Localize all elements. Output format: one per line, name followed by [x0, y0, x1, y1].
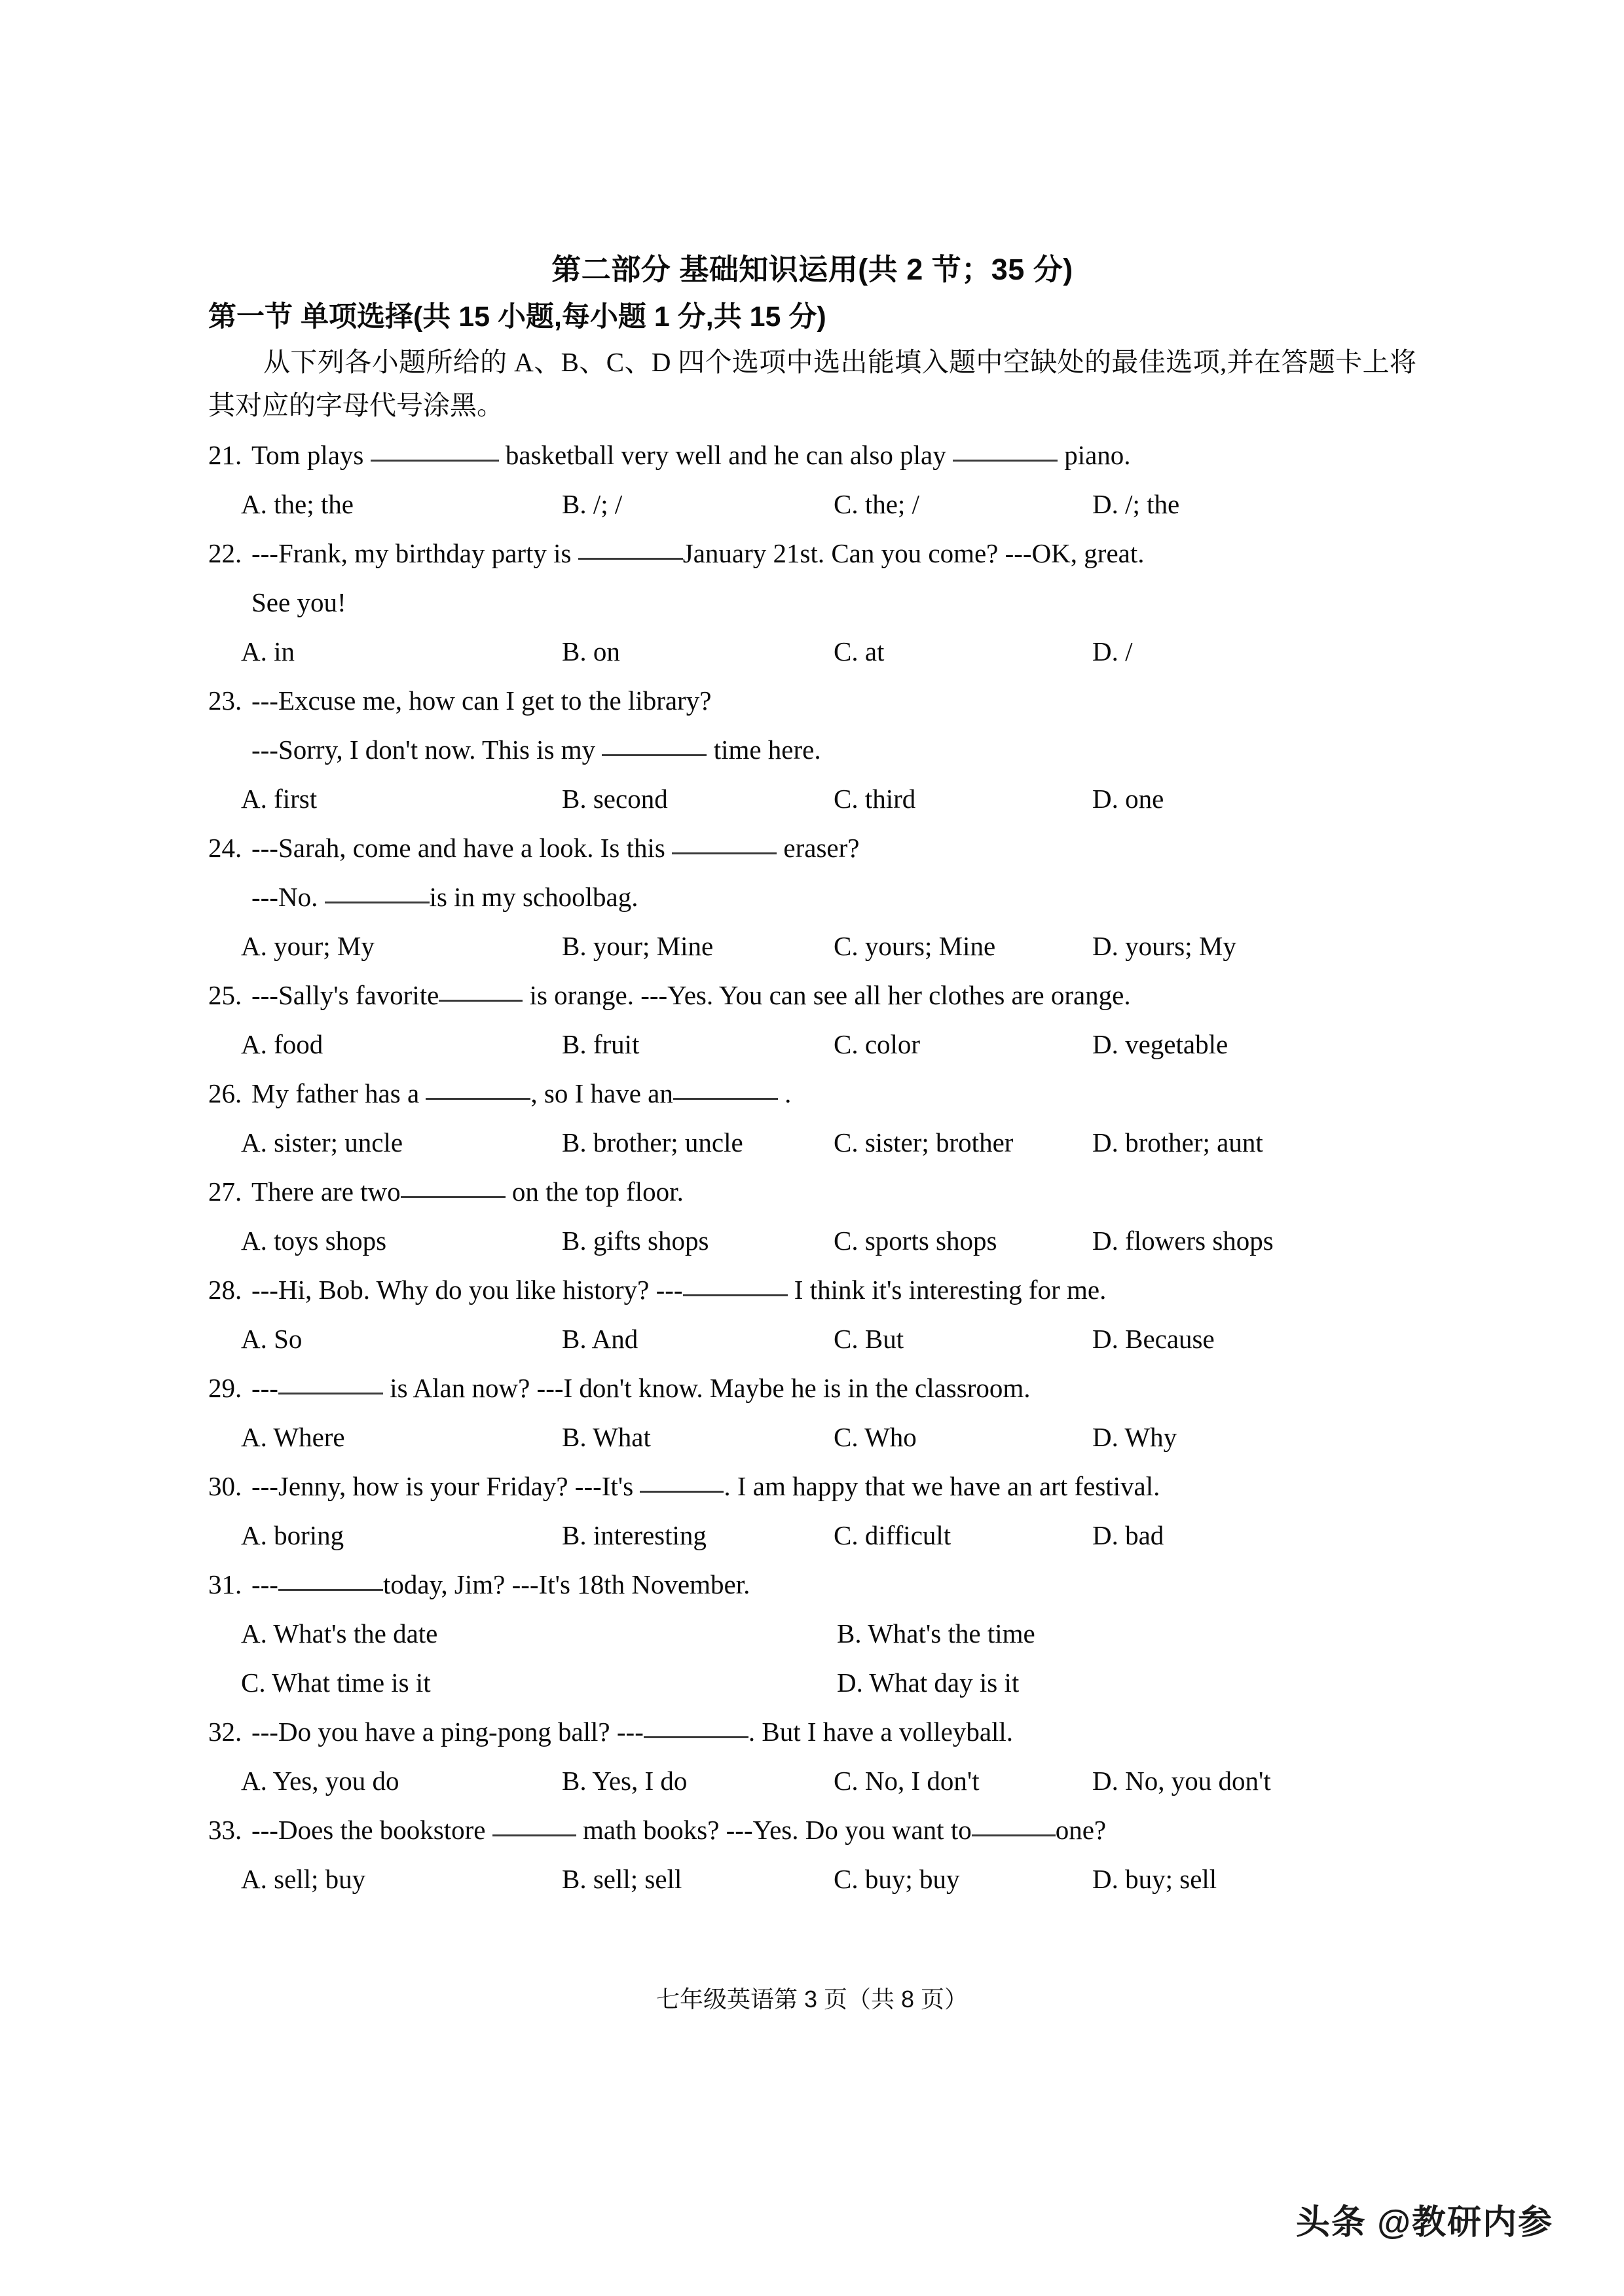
- stem-part-b: January 21st. Can you come? ---OK, great.: [682, 538, 1145, 568]
- question-24: [208, 824, 1416, 971]
- option-b[interactable]: B. brother; uncle: [562, 1127, 743, 1157]
- question-text: [251, 1806, 1416, 1855]
- question-number: 31.: [208, 1569, 242, 1599]
- stem-part-b: basketball very well and he can also play: [505, 440, 946, 470]
- option-b[interactable]: B. second: [562, 784, 668, 814]
- watermark: 头条 @教研内参: [1295, 2204, 1553, 2242]
- option-c[interactable]: C. difficult: [834, 1520, 951, 1550]
- question-22: [208, 529, 1416, 676]
- option-a[interactable]: A. So: [241, 1324, 303, 1354]
- answer-blank[interactable]: [602, 732, 707, 756]
- stem-part-a: There are two: [251, 1176, 401, 1207]
- stem-part-b: eraser?: [783, 833, 860, 863]
- option-c[interactable]: C. sister; brother: [834, 1127, 1014, 1157]
- option-a[interactable]: A. boring: [241, 1520, 344, 1550]
- option-b[interactable]: B. gifts shops: [562, 1226, 709, 1256]
- option-b[interactable]: B. And: [562, 1324, 638, 1354]
- answer-blank[interactable]: [371, 437, 499, 462]
- option-row: [208, 1020, 1416, 1069]
- question-text: [251, 529, 1416, 578]
- stem-part-a: ---Jenny, how is your Friday? ---It's: [251, 1471, 634, 1501]
- option-row: [208, 1413, 1416, 1462]
- option-b[interactable]: B. Yes, I do: [562, 1766, 688, 1796]
- option-d[interactable]: D. /; the: [1092, 489, 1180, 519]
- option-d[interactable]: D. What day is it: [837, 1667, 1020, 1698]
- question-text: [251, 824, 1416, 873]
- option-row: [208, 922, 1416, 971]
- option-row: [208, 1609, 1416, 1658]
- option-d[interactable]: D. yours; My: [1092, 931, 1236, 961]
- question-27: [208, 1167, 1416, 1266]
- stem-part-b: I think it's interesting for me.: [794, 1275, 1107, 1305]
- answer-blank[interactable]: [673, 1076, 778, 1100]
- stem-part-a: Tom plays: [251, 440, 364, 470]
- question-text: [251, 1462, 1416, 1511]
- option-c[interactable]: C. color: [834, 1029, 921, 1059]
- option-b[interactable]: B. on: [562, 636, 620, 666]
- question-25: [208, 971, 1416, 1069]
- option-b[interactable]: B. fruit: [562, 1029, 640, 1059]
- question-text: [251, 1266, 1416, 1315]
- question-text: [251, 971, 1416, 1020]
- option-a[interactable]: A. first: [241, 784, 318, 814]
- stem-part-b: math books? ---Yes. Do you want to: [583, 1815, 972, 1845]
- question-continuation: [208, 725, 1416, 774]
- answer-blank[interactable]: [492, 1812, 576, 1836]
- stem-part-a: ---No.: [251, 882, 318, 912]
- question-continuation: [208, 873, 1416, 922]
- option-a[interactable]: A. toys shops: [241, 1226, 387, 1256]
- option-d[interactable]: D. bad: [1092, 1520, 1164, 1550]
- question-stem: [208, 431, 1416, 480]
- question-28: [208, 1266, 1416, 1364]
- stem-part-a: ---Do you have a ping-pong ball? ---: [251, 1717, 644, 1747]
- stem-part-a: ---Hi, Bob. Why do you like history? ---: [251, 1275, 683, 1305]
- answer-blank[interactable]: [972, 1812, 1056, 1836]
- question-number: 24.: [208, 833, 242, 863]
- answer-blank[interactable]: [278, 1567, 383, 1591]
- option-a[interactable]: A. Where: [241, 1422, 345, 1452]
- question-number: 23.: [208, 685, 242, 716]
- option-a[interactable]: A. sell; buy: [241, 1864, 366, 1894]
- option-d[interactable]: D. Why: [1092, 1422, 1177, 1452]
- question-stem: [208, 676, 1416, 725]
- stem-part-b: is Alan now? ---I don't know. Maybe he is in the classroom.: [390, 1373, 1031, 1403]
- option-d[interactable]: D. /: [1092, 636, 1133, 666]
- option-c[interactable]: C. Who: [834, 1422, 917, 1452]
- question-stem: [208, 1069, 1416, 1118]
- option-b[interactable]: B. What's the time: [837, 1618, 1035, 1649]
- answer-blank[interactable]: [578, 536, 683, 560]
- question-text: [251, 1069, 1416, 1118]
- option-c[interactable]: C. the; /: [834, 489, 919, 519]
- question-33: [208, 1806, 1416, 1904]
- answer-blank[interactable]: [640, 1468, 724, 1493]
- directions-text: 从下列各小题所给的 A、B、C、D 四个选项中选出能填入题中空缺处的最佳选项,并在答题卡上将其对应的字母代号涂黑。: [208, 347, 1416, 420]
- question-number: 29.: [208, 1373, 242, 1403]
- page-footer: 七年级英语第 3 页（共 8 页）: [655, 1986, 969, 2013]
- option-b[interactable]: B. What: [562, 1422, 651, 1452]
- stem-part-b: today, Jim? ---It's 18th November.: [382, 1569, 750, 1599]
- question-32: [208, 1707, 1416, 1806]
- option-c[interactable]: C. third: [834, 784, 916, 814]
- question-31: [208, 1560, 1416, 1707]
- part-title: 第二部分 基础知识运用(共 2 节；35 分): [551, 253, 1073, 286]
- stem-part-a: ---: [251, 1373, 278, 1403]
- option-c[interactable]: C. No, I don't: [834, 1766, 980, 1796]
- question-number: 32.: [208, 1717, 242, 1747]
- question-text: [251, 431, 1416, 480]
- option-d[interactable]: D. Because: [1092, 1324, 1215, 1354]
- option-a[interactable]: A. in: [241, 636, 295, 666]
- question-text: [251, 1364, 1416, 1413]
- option-a[interactable]: A. Yes, you do: [241, 1766, 399, 1796]
- stem-part-b: . I am happy that we have an art festival.: [724, 1471, 1160, 1501]
- stem-part-b: time here.: [713, 735, 821, 765]
- question-stem: [208, 824, 1416, 873]
- stem-part-a: ---Sarah, come and have a look. Is this: [251, 833, 665, 863]
- option-row: [208, 1315, 1416, 1364]
- option-row: [208, 1118, 1416, 1167]
- question-text: [251, 1560, 1416, 1609]
- answer-blank[interactable]: [325, 879, 430, 903]
- option-b[interactable]: B. sell; sell: [562, 1864, 682, 1894]
- question-26: [208, 1069, 1416, 1167]
- option-d[interactable]: D. one: [1092, 784, 1164, 814]
- option-c[interactable]: C. But: [834, 1324, 904, 1354]
- stem-part-a: ---: [251, 1569, 278, 1599]
- question-stem: [208, 1707, 1416, 1757]
- stem-part-c: .: [784, 1078, 792, 1108]
- option-c[interactable]: C. What time is it: [241, 1667, 431, 1698]
- option-a[interactable]: A. your; My: [241, 931, 375, 961]
- question-stem: [208, 1560, 1416, 1609]
- option-d[interactable]: D. brother; aunt: [1092, 1127, 1263, 1157]
- option-c[interactable]: C. buy; buy: [834, 1864, 960, 1894]
- option-b[interactable]: B. your; Mine: [562, 931, 714, 961]
- answer-blank[interactable]: [278, 1370, 383, 1394]
- question-23: [208, 676, 1416, 824]
- stem-part-a: ---Frank, my birthday party is: [251, 538, 572, 568]
- question-stem: [208, 1364, 1416, 1413]
- question-number: 28.: [208, 1275, 242, 1305]
- question-stem: [208, 1167, 1416, 1216]
- question-21: [208, 431, 1416, 529]
- section-title: 第一节 单项选择(共 15 小题,每小题 1 分,共 15 分): [208, 301, 826, 333]
- option-d[interactable]: D. vegetable: [1092, 1029, 1228, 1059]
- option-row: [208, 1216, 1416, 1266]
- question-29: [208, 1364, 1416, 1462]
- option-c[interactable]: C. yours; Mine: [834, 931, 996, 961]
- option-row: [208, 774, 1416, 824]
- question-30: [208, 1462, 1416, 1560]
- question-text: [251, 1167, 1416, 1216]
- answer-blank[interactable]: [426, 1076, 530, 1100]
- page-content: [208, 249, 1416, 1904]
- option-row: [208, 1757, 1416, 1806]
- question-number: 27.: [208, 1176, 242, 1207]
- answer-blank[interactable]: [439, 977, 523, 1002]
- question-stem: [208, 1806, 1416, 1855]
- question-stem: [208, 529, 1416, 578]
- option-row: [208, 480, 1416, 529]
- option-d[interactable]: D. No, you don't: [1092, 1766, 1271, 1796]
- question-number: 30.: [208, 1471, 242, 1501]
- stem-part-b: is orange. ---Yes. You can see all her clothes are orange.: [529, 980, 1131, 1010]
- question-number: 22.: [208, 538, 242, 568]
- option-d[interactable]: D. flowers shops: [1092, 1226, 1274, 1256]
- stem-part-a: ---Sorry, I don't now. This is my: [251, 735, 596, 765]
- answer-blank[interactable]: [683, 1272, 788, 1296]
- stem-part-b: on the top floor.: [511, 1176, 684, 1207]
- question-continuation: See you!: [251, 587, 346, 617]
- stem-part-a: My father has a: [251, 1078, 420, 1108]
- option-d[interactable]: D. buy; sell: [1092, 1864, 1217, 1894]
- stem-part-a: ---Does the bookstore: [251, 1815, 486, 1845]
- question-stem: [208, 1462, 1416, 1511]
- option-b[interactable]: B. interesting: [562, 1520, 707, 1550]
- question-text: ---Excuse me, how can I get to the library?: [251, 685, 712, 716]
- stem-part-b: . But I have a volleyball.: [748, 1717, 1014, 1747]
- option-a[interactable]: A. What's the date: [241, 1618, 438, 1649]
- option-row: [208, 1658, 1416, 1707]
- option-c[interactable]: C. at: [834, 636, 885, 666]
- answer-blank[interactable]: [401, 1174, 506, 1198]
- stem-part-b: is in my schoolbag.: [429, 882, 638, 912]
- question-stem: [208, 1266, 1416, 1315]
- option-row: [208, 627, 1416, 676]
- question-number: 26.: [208, 1078, 242, 1108]
- stem-part-c: one?: [1055, 1815, 1107, 1845]
- stem-part-c: piano.: [1064, 440, 1131, 470]
- option-c[interactable]: C. sports shops: [834, 1226, 997, 1256]
- question-stem: [208, 971, 1416, 1020]
- stem-part-a: ---Sally's favorite: [251, 980, 439, 1010]
- stem-part-b: , so I have an: [530, 1078, 673, 1108]
- question-text: [251, 1707, 1416, 1757]
- answer-blank[interactable]: [953, 437, 1058, 462]
- answer-blank[interactable]: [644, 1714, 748, 1738]
- option-a[interactable]: A. the; the: [241, 489, 354, 519]
- option-a[interactable]: A. food: [241, 1029, 323, 1059]
- question-number: 21.: [208, 440, 242, 470]
- option-a[interactable]: A. sister; uncle: [241, 1127, 403, 1157]
- answer-blank[interactable]: [672, 830, 777, 854]
- question-number: 33.: [208, 1815, 242, 1845]
- question-number: 25.: [208, 980, 242, 1010]
- option-b[interactable]: B. /; /: [562, 489, 623, 519]
- option-row: [208, 1855, 1416, 1904]
- option-row: [208, 1511, 1416, 1560]
